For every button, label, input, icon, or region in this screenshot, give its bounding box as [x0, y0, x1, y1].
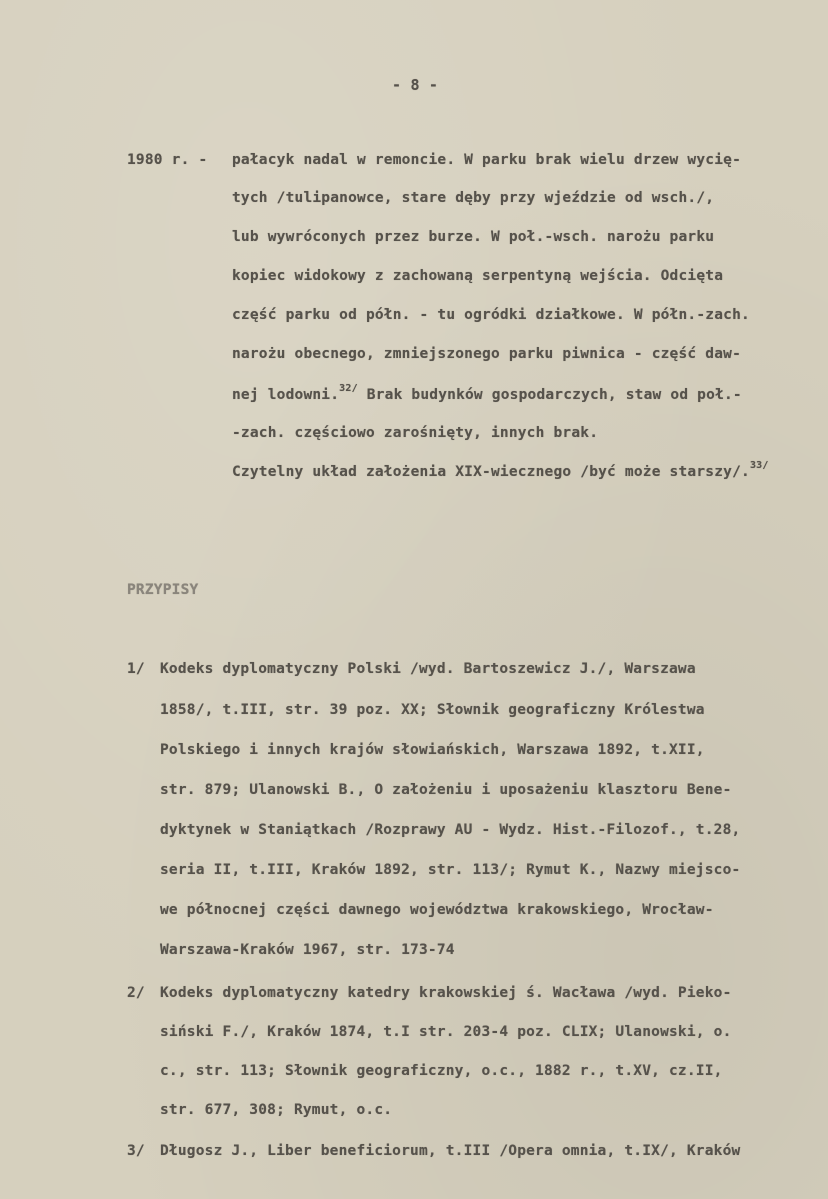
footnote-2-number: 2/: [127, 985, 145, 1001]
body-line-9-text: Czytelny układ założenia XIX-wiecznego /być może starszy/.: [232, 464, 750, 480]
body-line-7-text-a: nej lodowni.: [232, 387, 340, 403]
footnote-1-line-7: we północnej części dawnego województwa krakowskiego, Wrocław-: [160, 902, 714, 918]
body-line-9: [232, 460, 769, 480]
year-label: 1980 r. -: [127, 152, 208, 168]
footnote-2-line-3: c., str. 113; Słownik geograficzny, o.c., 1882 r., t.XV, cz.II,: [160, 1063, 723, 1079]
body-line-8: -zach. częściowo zarośnięty, innych brak.: [232, 425, 599, 441]
footnote-1-number: 1/: [127, 661, 145, 677]
footnote-1-line-3: Polskiego i innych krajów słowiańskich, Warszawa 1892, t.XII,: [160, 742, 705, 758]
footnote-ref-33: 33/: [749, 460, 769, 471]
footnote-1-line-4: str. 879; Ulanowski B., O założeniu i uposażeniu klasztoru Bene-: [160, 782, 732, 798]
footnote-1-line-8: Warszawa-Kraków 1967, str. 173-74: [160, 942, 455, 958]
footnotes-heading: PRZYPISY: [127, 582, 199, 598]
footnote-1-line-5: dyktynek w Staniątkach /Rozprawy AU - Wydz. Hist.-Filozof., t.28,: [160, 822, 741, 838]
page-number: - 8 -: [392, 76, 439, 94]
footnote-3-line-1: Długosz J., Liber beneficiorum, t.III /Opera omnia, t.IX/, Kraków: [160, 1143, 741, 1159]
body-line-7-text-b: Brak budynków gospodarczych, staw od poł.-: [357, 387, 742, 403]
body-line-3: lub wywróconych przez burze. W poł.-wsch. narożu parku: [232, 229, 715, 245]
footnote-3-number: 3/: [127, 1143, 145, 1159]
footnote-1-line-2: 1858/, t.III, str. 39 poz. XX; Słownik geograficzny Królestwa: [160, 702, 705, 718]
body-line-5: część parku od półn. - tu ogródki działkowe. W półn.-zach.: [232, 307, 750, 323]
body-line-2: tych /tulipanowce, stare dęby przy wjeździe od wsch./,: [232, 190, 715, 206]
footnote-1-line-6: seria II, t.III, Kraków 1892, str. 113/; Rymut K., Nazwy miejsco-: [160, 862, 741, 878]
footnote-ref-32: 32/: [339, 383, 358, 394]
footnote-2-line-2: siński F./, Kraków 1874, t.I str. 203-4 poz. CLIX; Ulanowski, o.: [160, 1024, 732, 1040]
body-line-4: kopiec widokowy z zachowaną serpentyną wejścia. Odcięta: [232, 268, 724, 284]
footnote-2-line-1: Kodeks dyplomatyczny katedry krakowskiej ś. Wacława /wyd. Pieko-: [160, 985, 732, 1001]
footnote-1-line-1: Kodeks dyplomatyczny Polski /wyd. Bartoszewicz J./, Warszawa: [160, 661, 696, 677]
footnote-2-line-4: str. 677, 308; Rymut, o.c.: [160, 1102, 393, 1118]
body-line-6: narożu obecnego, zmniejszonego parku piwnica - część daw-: [232, 346, 741, 362]
body-line-1: pałacyk nadal w remoncie. W parku brak wielu drzew wycię-: [232, 152, 741, 168]
body-line-7: [232, 383, 742, 403]
